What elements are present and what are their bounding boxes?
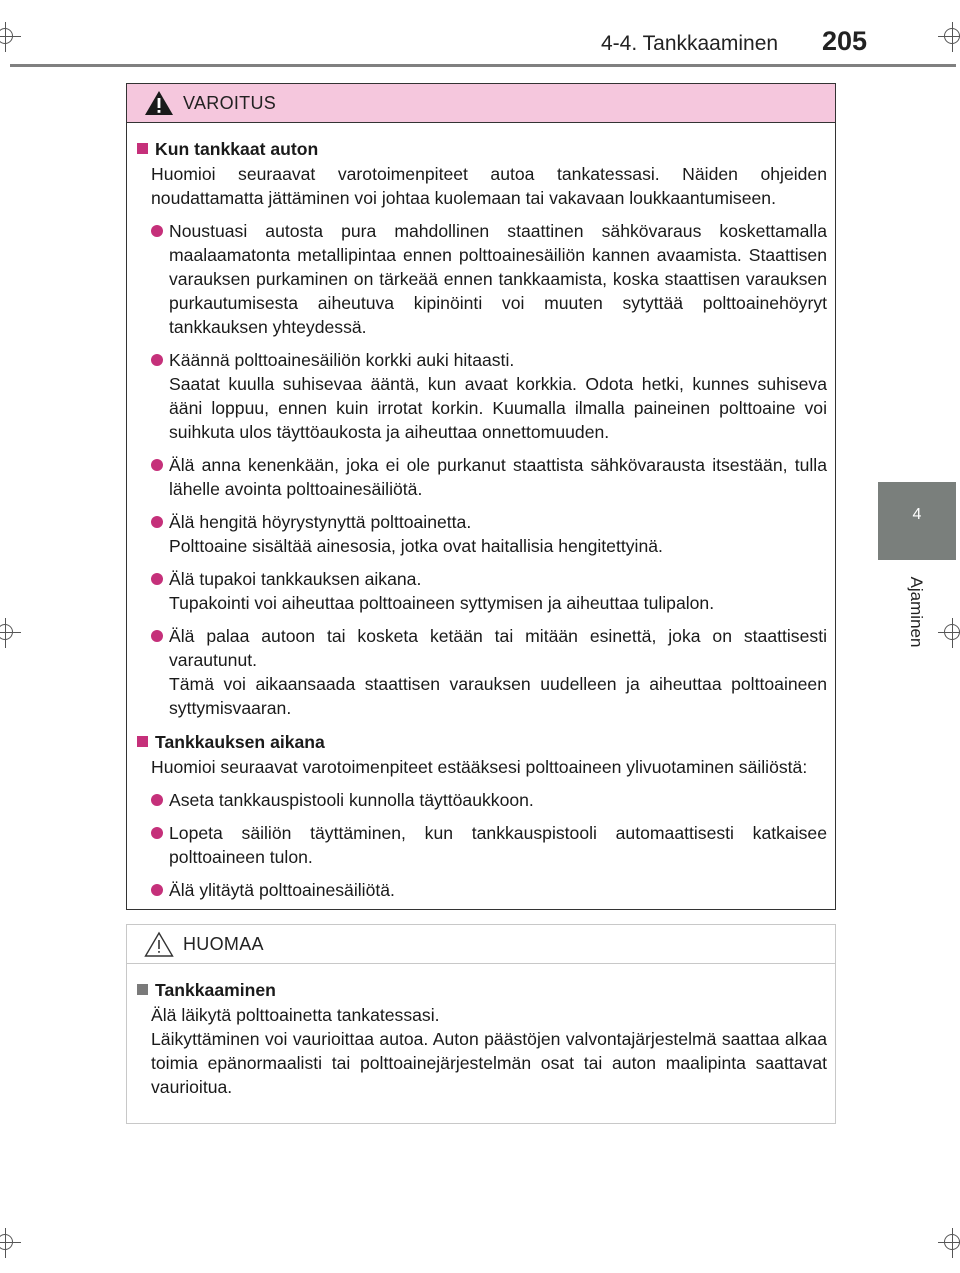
chapter-number: 4: [912, 506, 922, 523]
registration-mark-top-left: [0, 22, 21, 52]
chapter-label: Ajaminen: [907, 576, 926, 648]
round-bullet-icon: [151, 884, 163, 896]
notice-content: [127, 964, 835, 1099]
caution-triangle-outline-icon: [144, 931, 174, 957]
notice-section-heading: Tankkaaminen: [137, 978, 827, 1002]
warning-triangle-icon: [144, 90, 174, 116]
list-item: Noustuasi autosta pura mahdollinen staattinen sähkövaraus koskettamalla maalaamatonta metallipintaa ennen polttoainesäiliön kannen avaamista. Staattisen varauksen purkaminen on tärkeää ennen tankkaamista, koska staattisen varauksen purkautumisesta aiheutuva kipinöinti voi muuten sytyttää polttoainehöyryt tankkauksen yhteydessä.: [137, 219, 827, 339]
section-title: 4-4. Tankkaaminen: [601, 32, 779, 55]
page-number: 205: [822, 26, 868, 56]
square-bullet-icon: [137, 143, 148, 154]
list-item: Lopeta säiliön täyttäminen, kun tankkauspistooli automaattisesti katkaisee polttoaineen tulon.: [137, 821, 827, 869]
header-rule: [10, 64, 956, 67]
list-item: Älä tupakoi tankkauksen aikana. Tupakointi voi aiheuttaa polttoaineen syttymisen ja aiheuttaa tulipalon.: [137, 567, 827, 615]
list-item: Älä anna kenenkään, joka ei ole purkanut staattista sähkövarausta itsestään, tulla lähelle avointa polttoainesäiliötä.: [137, 453, 827, 501]
warning-content: [127, 123, 835, 902]
round-bullet-icon: [151, 516, 163, 528]
notice-box: [126, 924, 836, 1124]
round-bullet-icon: [151, 573, 163, 585]
round-bullet-icon: [151, 225, 163, 237]
list-item: Älä palaa autoon tai kosketa ketään tai mitään esinettä, joka on staattisesti varautunut. Tämä voi aikaansaada staattisen varauksen uudelleen ja aiheuttaa polttoaineen syttymisvaaran.: [137, 624, 827, 720]
warning-header: [127, 84, 835, 123]
list-item: Käännä polttoainesäiliön korkki auki hitaasti. Saatat kuulla suhisevaa ääntä, kun avaat korkkia. Odota hetki, kunnes suhiseva ääni loppuu, ennen kuin irrotat korkin. Kuumalla ilmalla paineinen polttoaine voi suihkuta ulos täyttöaukosta ja aiheuttaa onnettomuuden.: [137, 348, 827, 444]
round-bullet-icon: [151, 630, 163, 642]
warning-box: [126, 83, 836, 910]
list-item: Älä hengitä höyrystynyttä polttoainetta. Polttoaine sisältää ainesosia, jotka ovat haitallisia hengitettyinä.: [137, 510, 827, 558]
chapter-tab: [878, 482, 956, 560]
warning-section-heading: Kun tankkaat auton: [137, 137, 827, 161]
list-item: Älä ylitäytä polttoainesäiliötä.: [137, 878, 827, 902]
notice-header: [127, 925, 835, 964]
warning-section-heading: Tankkauksen aikana: [137, 730, 827, 754]
warning-section-intro: Huomioi seuraavat varotoimenpiteet autoa tankatessasi. Näiden ohjeiden noudattamatta jättäminen voi johtaa kuolemaan tai vakavaan loukkaantumiseen.: [151, 164, 827, 208]
round-bullet-icon: [151, 794, 163, 806]
round-bullet-icon: [151, 354, 163, 366]
registration-mark-bottom-left: [0, 1228, 21, 1258]
registration-mark-bottom-right: [938, 1228, 960, 1258]
square-bullet-icon: [137, 736, 148, 747]
list-item: Aseta tankkauspistooli kunnolla täyttöaukkoon.: [137, 788, 827, 812]
square-bullet-icon: [137, 984, 148, 995]
round-bullet-icon: [151, 459, 163, 471]
warning-section-intro: Huomioi seuraavat varotoimenpiteet estääksesi polttoaineen ylivuotaminen säiliöstä:: [151, 757, 808, 777]
warning-label: VAROITUS: [183, 93, 277, 113]
notice-line: Älä läikytä polttoainetta tankatessasi.: [151, 1005, 440, 1025]
registration-mark-mid-left: [0, 618, 21, 648]
round-bullet-icon: [151, 827, 163, 839]
registration-mark-top-right: [938, 22, 960, 52]
notice-line: Läikyttäminen voi vaurioittaa autoa. Auton päästöjen valvontajärjestelmä saattaa alkaa toimia epänormaalisti tai polttoainejärjestelmän osat tai auton maalipinta saattavat vaurioitua.: [151, 1029, 827, 1097]
notice-label: HUOMAA: [183, 934, 264, 954]
